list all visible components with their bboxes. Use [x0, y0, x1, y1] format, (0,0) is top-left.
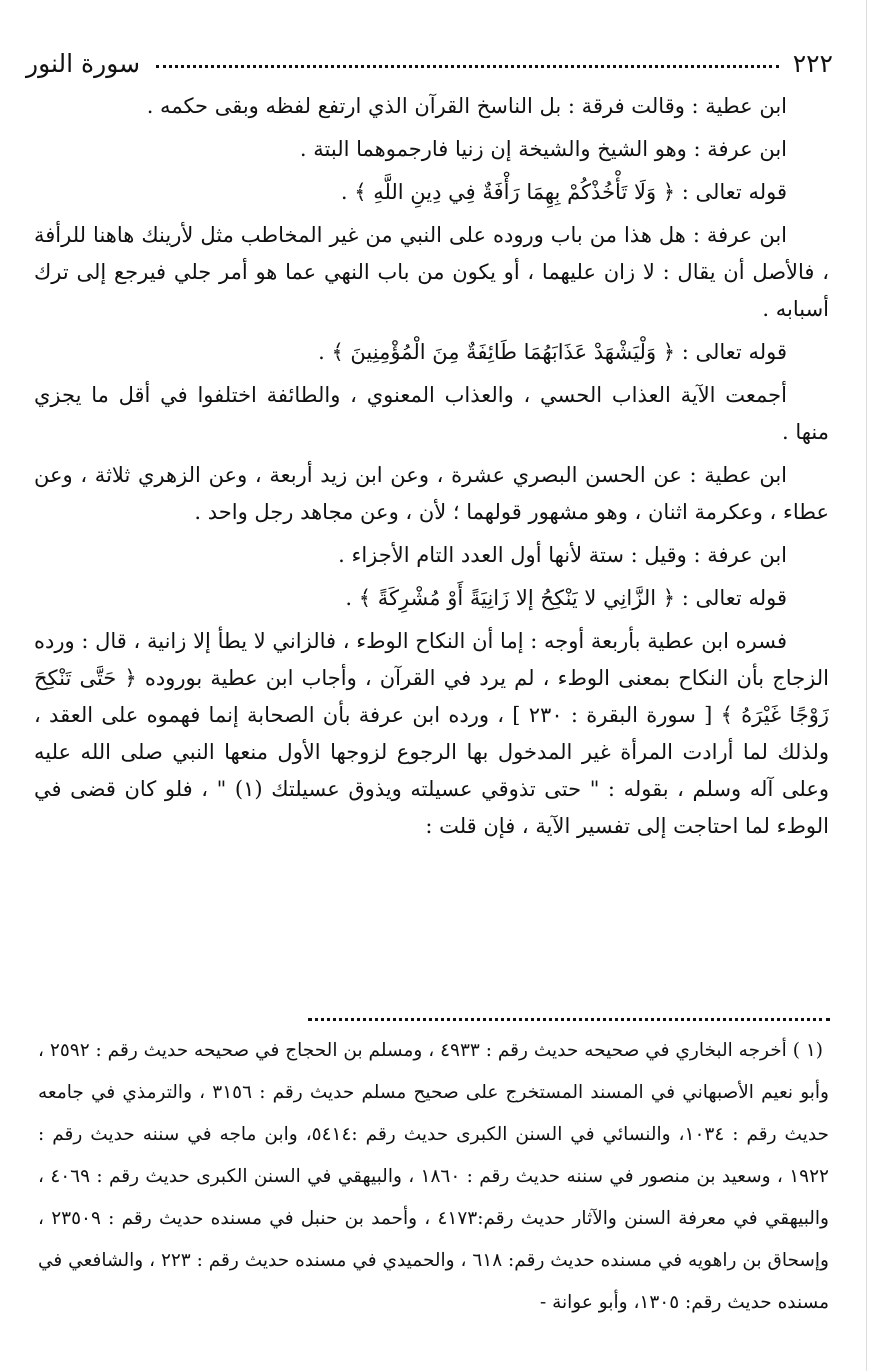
paragraph: قوله تعالى : ﴿ وَلْيَشْهَدْ عَذَابَهُمَا طَائِفَةٌ مِنَ الْمُؤْمِنِينَ ﴾ .: [318, 340, 787, 364]
page-edge: [866, 0, 873, 1371]
paragraph: ابن عرفة : وهو الشيخ والشيخة إن زنيا فارجموهما البتة .: [299, 137, 787, 161]
page-header: [26, 46, 833, 80]
paragraph: ابن عرفة : هل هذا من باب وروده على النبي من غير المخاطب مثل لأرينك هاهنا للرأفة ، فالأصل أن يقال : لا زان عليهما ، أو يكون من باب النهي عما هو أمر جلي فيرجع إلى ترك أسبابه .: [34, 223, 829, 321]
paragraph: قوله تعالى : ﴿ الزَّانِي لا يَنْكِحُ إلا زَانِيَةً أَوْ مُشْرِكَةً ﴾ .: [345, 586, 787, 610]
surah-title: سورة النور: [26, 48, 141, 78]
page-number: ٢٢٢: [792, 48, 833, 78]
paragraph: ابن عرفة : وقيل : ستة لأنها أول العدد التام الأجزاء .: [338, 543, 787, 567]
header-dotted-rule: [156, 65, 779, 68]
footnote-separator: [308, 1018, 830, 1021]
paragraph: أجمعت الآية العذاب الحسي ، والعذاب المعنوي ، والطائفة اختلفوا في أقل ما يجزي منها .: [34, 383, 829, 444]
main-text: [34, 88, 829, 851]
paragraph: قوله تعالى : ﴿ وَلَا تَأْخُذْكُمْ بِهِمَا رَأْفَةٌ فِي دِينِ اللَّهِ ﴾ .: [340, 180, 787, 204]
paragraph: ابن عطية : عن الحسن البصري عشرة ، وعن ابن زيد أربعة ، وعن الزهري ثلاثة ، وعن عطاء ، وعكرمة اثنان ، وهو مشهور قولهما ؛ لأن ، وعن مجاهد رجل واحد .: [34, 463, 829, 524]
paragraph: فسره ابن عطية بأربعة أوجه : إما أن النكاح الوطء ، فالزاني لا يطأ إلا زانية ، قال : ورده الزجاج بأن النكاح بمعنى الوطء ، لم يرد في القرآن ، وأجاب ابن عطية بوروده ﴿ حَتَّى تَنْكِحَ زَوْجًا غَيْرَهُ ﴾ [ سورة البقرة : ٢٣٠ ] ، ورده ابن عرفة بأن الصحابة إنما فهموه على العقد ، ولذلك لما أرادت المرأة غير المدخول بها الرجوع لزوجها الأول منعها النبي صلى الله عليه وعلى آله وسلم ، بقوله : " حتى تذوقي عسيلته ويذوق عسيلتك (١) " ، فلو كان قضى في الوطء لما احتاجت إلى تفسير الآية ، فإن قلت :: [34, 629, 829, 838]
footnote: (١ ) أخرجه البخاري في صحيحه حديث رقم : ٤٩٣٣ ، ومسلم بن الحجاج في صحيحه حديث رقم : ٢٥٩٢ ، وأبو نعيم الأصبهاني في المسند المستخرج على صحيح مسلم حديث رقم : ٣١٥٦ ، والترمذي في جامعه حديث رقم : ١٠٣٤، والنسائي في السنن الكبرى حديث رقم :٥٤١٤، وابن ماجه في سننه حديث رقم : ١٩٢٢ ، وسعيد بن منصور في سننه حديث رقم : ١٨٦٠ ، والبيهقي في السنن الكبرى حديث رقم : ٤٠٦٩ ، والبيهقي في معرفة السنن والآثار حديث رقم:٤١٧٣ ، وأحمد بن حنبل في مسنده حديث رقم : ٢٣٥٠٩ ، وإسحاق بن راهويه في مسنده حديث رقم: ٦١٨ ، والحميدي في مسنده حديث رقم : ٢٢٣ ، والشافعي في مسنده حديث رقم: ١٣٠٥، وأبو عوانة -: [38, 1040, 829, 1313]
paragraph: ابن عطية : وقالت فرقة : بل الناسخ القرآن الذي ارتفع لفظه وبقى حكمه .: [146, 94, 787, 118]
